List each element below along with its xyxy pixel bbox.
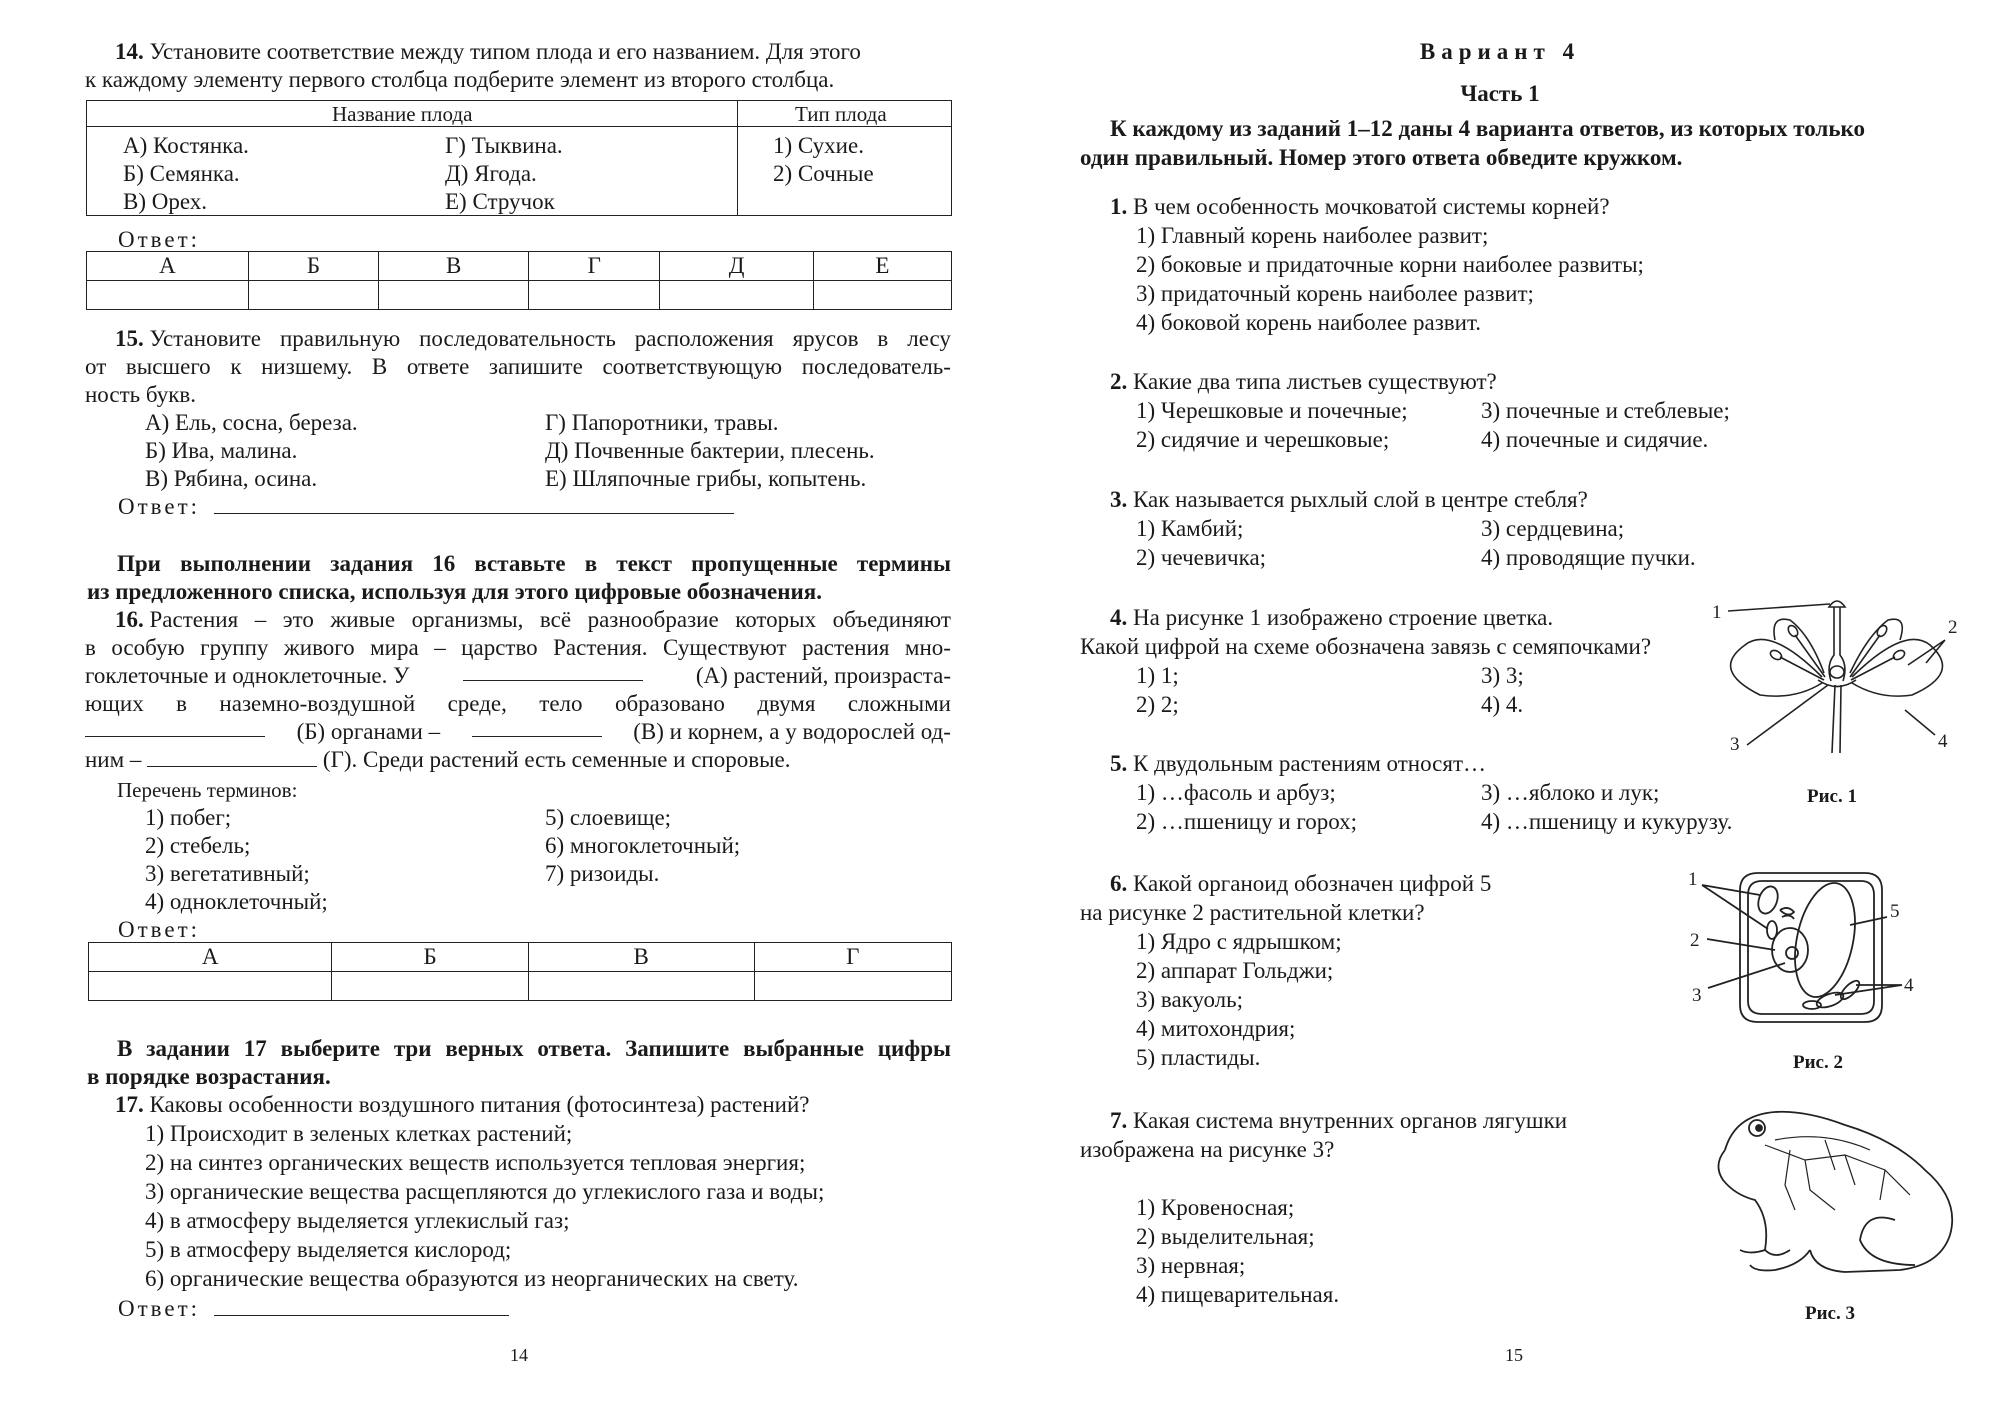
q15-answer-label: Ответ:: [118, 494, 201, 519]
instructions-line2: один правильный. Номер этого ответа обведите кружком.: [1080, 145, 1683, 170]
word: особую: [111, 635, 185, 660]
q15-line1: [115, 325, 951, 353]
q1-text: В чем особенность мочковатой системы корней?: [1133, 194, 1610, 219]
word: Растения.: [553, 635, 648, 660]
word: Растения: [149, 607, 239, 632]
answer-cell[interactable]: [528, 972, 754, 1001]
word: цифры: [877, 1036, 951, 1061]
word: среде,: [447, 691, 507, 716]
answer-header: Б: [332, 943, 528, 972]
q6-option[interactable]: 4) митохондрия;: [1136, 1016, 1296, 1041]
q3-option[interactable]: 4) проводящие пучки.: [1481, 545, 1696, 570]
word: запишите: [488, 354, 583, 379]
q3-option[interactable]: 1) Камбий;: [1136, 516, 1244, 541]
q7-number: 7.: [1110, 1108, 1128, 1133]
flower-stem: [1832, 685, 1841, 753]
q17-option: 6) органические вещества образуются из неорганических на свету.: [145, 1266, 799, 1291]
word: Существуют: [663, 635, 787, 660]
answer-cell[interactable]: [813, 281, 951, 310]
term-item: 3) вегетативный;: [145, 861, 310, 886]
word: в: [85, 635, 96, 660]
word: 16: [432, 551, 456, 576]
term-item: 2) стебель;: [145, 833, 251, 858]
q16-blank-v[interactable]: [472, 718, 602, 737]
q16-answer-label: Ответ:: [118, 917, 201, 942]
q2-number: 2.: [1110, 369, 1128, 394]
q4-text: На рисунке 1 изображено строение цветка.: [1133, 605, 1554, 630]
q16-terms-title: Перечень терминов:: [117, 778, 298, 802]
q6-question-line2: на рисунке 2 растительной клетки?: [1080, 900, 1425, 925]
word: –: [434, 635, 446, 660]
word: последовательность: [419, 326, 616, 351]
q5-text: К двудольным растениям относят…: [1133, 751, 1486, 776]
q16-line4: [85, 690, 951, 718]
fig1-caption: Рис. 1: [1807, 786, 1857, 807]
word: лесу: [907, 326, 951, 351]
page-number: 15: [1505, 1345, 1523, 1365]
word: к: [230, 354, 242, 379]
word: три: [393, 1036, 432, 1061]
word: живого: [283, 635, 355, 660]
q16-text: ним –: [85, 747, 142, 772]
q4-number: 4.: [1110, 605, 1128, 630]
page-number: 14: [510, 1345, 528, 1365]
fig3-caption: Рис. 3: [1805, 1303, 1855, 1324]
q16-text: (Б) органами –: [296, 719, 441, 744]
q15-number: 15.: [115, 326, 144, 351]
q2-option[interactable]: 4) почечные и сидячие.: [1481, 427, 1709, 452]
fig2-caption: Рис. 2: [1793, 1052, 1843, 1073]
answer-header: А: [87, 252, 249, 281]
q16-blank-g[interactable]: [147, 748, 317, 767]
answer-header: А: [89, 943, 332, 972]
q17-option: 2) на синтез органических веществ используется тепловая энергия;: [145, 1150, 806, 1175]
q2-option[interactable]: 1) Черешковые и почечные;: [1136, 398, 1408, 423]
q16-blank-b[interactable]: [85, 718, 265, 737]
q16-text: гоклеточные и одноклеточные. У: [85, 663, 410, 688]
q1-option[interactable]: 4) боковой корень наиболее развит.: [1136, 310, 1482, 335]
q16-answer-table: [88, 942, 952, 1001]
q15-answer: [118, 493, 734, 521]
word: в: [584, 551, 598, 576]
answer-header: Д: [660, 252, 813, 281]
q6-option[interactable]: 1) Ядро с ядрышком;: [1136, 929, 1342, 954]
q16-line5: [85, 718, 951, 746]
q16-line2: [85, 634, 951, 662]
answer-cell[interactable]: [529, 281, 660, 310]
q15-line2: [85, 353, 951, 381]
instr17-line2: в порядке возрастания.: [87, 1064, 331, 1089]
q15-answer-field[interactable]: [214, 495, 734, 514]
q6-option[interactable]: 5) пластиды.: [1136, 1045, 1261, 1070]
table-divider: [737, 101, 738, 215]
word: 17: [243, 1036, 267, 1061]
q7-question-line2: изображена на рисунке 3?: [1080, 1137, 1335, 1162]
term-item: 1) побег;: [145, 805, 232, 830]
word: образовано: [614, 691, 725, 716]
q16-text: (А) растений, произраста-: [695, 663, 951, 688]
q15-option: Б) Ива, малина.: [145, 438, 298, 463]
word: двумя: [757, 691, 816, 716]
word: В: [371, 354, 388, 379]
q17-number: 17.: [115, 1092, 144, 1117]
q17-answer-field[interactable]: [214, 1297, 509, 1316]
q17-text: Каковы особенности воздушного питания (фотосинтеза) растений?: [149, 1092, 810, 1117]
q14-answer-label: Ответ:: [118, 227, 201, 252]
answer-cell[interactable]: [87, 281, 249, 310]
word: низшему.: [261, 354, 353, 379]
q5-option[interactable]: 3) …яблоко и лук;: [1481, 780, 1660, 805]
cell-label: 3: [1692, 985, 1702, 1006]
word: термины: [856, 551, 951, 576]
answer-header: В: [379, 252, 529, 281]
q5-option[interactable]: 4) …пшеницу и кукурузу.: [1481, 809, 1733, 834]
header-fruit-name: Название плода: [332, 102, 473, 126]
q3-question: [1110, 486, 1588, 514]
answer-header: Г: [529, 252, 660, 281]
flower-label: 2: [1948, 617, 1958, 638]
right-page: [1000, 0, 2000, 1418]
word: сложными: [847, 691, 951, 716]
answer-cell[interactable]: [660, 281, 813, 310]
q14-number: 14.: [115, 39, 144, 64]
q17-question: [115, 1091, 809, 1119]
word: тело: [539, 691, 583, 716]
word: пропущенные: [691, 551, 838, 576]
q14-answer-table: [86, 251, 952, 310]
q14-line1: [115, 38, 861, 66]
term-item: 5) слоевище;: [545, 805, 672, 830]
word: ответе: [406, 354, 470, 379]
word: выполнении: [180, 551, 312, 576]
flower-figure: [1700, 585, 1970, 755]
q2-text: Какие два типа листьев существуют?: [1133, 369, 1497, 394]
q4-option[interactable]: 3) 3;: [1481, 663, 1524, 688]
q17-option: 1) Происходит в зеленых клетках растений;: [145, 1121, 573, 1146]
q7-option[interactable]: 3) нервная;: [1136, 1253, 1246, 1278]
cell-label: 4: [1904, 975, 1914, 996]
q17-answer: [118, 1295, 509, 1323]
term-item: 6) многоклеточный;: [545, 833, 741, 858]
flower-label: 3: [1730, 734, 1740, 755]
flower-label: 1: [1712, 602, 1722, 623]
q14-text-1: Установите соответствие между типом плода и его названием. Для этого: [149, 39, 861, 64]
q14-line2: к каждому элементу первого столбца подберите элемент из второго столбца.: [85, 67, 835, 92]
q7-option[interactable]: 2) выделительная;: [1136, 1224, 1315, 1249]
q16-line1: [115, 606, 951, 634]
q1-question: [1110, 193, 1610, 221]
q16-text: (В) и корнем, а у водорослей од-: [633, 719, 951, 744]
q6-text: Какой органоид обозначен цифрой 5: [1133, 871, 1492, 896]
q5-question: [1110, 750, 1486, 778]
cell-label: 2: [1690, 930, 1700, 951]
q15-option: Д) Почвенные бактерии, плесень.: [545, 438, 875, 463]
fruit-table: [86, 100, 952, 216]
word: ответа.: [537, 1036, 612, 1061]
q4-option[interactable]: 4) 4.: [1481, 692, 1524, 717]
word: ющих: [85, 691, 144, 716]
instr17-line1: [117, 1035, 951, 1063]
plant-cell-figure: [1680, 855, 1920, 1030]
word: ярусов: [792, 326, 859, 351]
word: от: [85, 354, 107, 379]
instr16-line1: [117, 550, 951, 578]
q16-line6: [85, 746, 791, 774]
q1-number: 1.: [1110, 194, 1128, 219]
word: всё: [539, 607, 572, 632]
q5-number: 5.: [1110, 751, 1128, 776]
word: Установите: [149, 326, 262, 351]
q7-question: [1110, 1107, 1567, 1135]
q5-option[interactable]: 1) …фасоль и арбуз;: [1136, 780, 1336, 805]
q16-number: 16.: [115, 607, 144, 632]
word: последователь-: [801, 354, 951, 379]
q4-option[interactable]: 2) 2;: [1136, 692, 1179, 717]
q3-number: 3.: [1110, 487, 1128, 512]
word: организмы,: [411, 607, 524, 632]
word: В: [117, 1036, 133, 1061]
word: расположения: [634, 326, 774, 351]
cell-label: 5: [1890, 901, 1900, 922]
q17-option: 5) в атмосферу выделяется кислород;: [145, 1237, 512, 1262]
q5-option[interactable]: 2) …пшеницу и горох;: [1136, 809, 1358, 834]
q17-answer-label: Ответ:: [118, 1296, 201, 1321]
q6-number: 6.: [1110, 871, 1128, 896]
fruit-item: Г) Тыквина.: [445, 133, 563, 158]
answer-header: В: [528, 943, 754, 972]
fruit-item: Е) Стручок: [445, 189, 555, 214]
word: группу: [200, 635, 269, 660]
q17-option: 4) в атмосферу выделяется углекислый газ;: [145, 1208, 570, 1233]
q4-question: [1110, 604, 1553, 632]
q3-option[interactable]: 3) сердцевина;: [1481, 516, 1625, 541]
q15-option: В) Рябина, осина.: [145, 466, 318, 491]
q16-text: (Г). Среди растений есть семенные и споровые.: [322, 747, 791, 772]
word: задании: [146, 1036, 230, 1061]
word: верных: [445, 1036, 524, 1061]
q1-option[interactable]: 3) придаточный корень наиболее развит;: [1136, 281, 1534, 306]
word: объединяют: [832, 607, 951, 632]
term-item: 4) одноклеточный;: [145, 889, 328, 914]
q16-line3: [85, 662, 951, 690]
q7-option[interactable]: 1) Кровеносная;: [1136, 1195, 1295, 1220]
q16-blank-a[interactable]: [463, 662, 643, 681]
fruit-item: А) Костянка.: [123, 133, 249, 158]
q2-option[interactable]: 2) сидячие и черешковые;: [1136, 427, 1390, 452]
q4-question-line2: Какой цифрой на схеме обозначена завязь с семяпочками?: [1080, 634, 1652, 659]
word: выберите: [280, 1036, 380, 1061]
word: мира: [370, 635, 419, 660]
word: текст: [616, 551, 672, 576]
word: При: [117, 551, 161, 576]
answer-cell[interactable]: [89, 972, 332, 1001]
word: соответствующую: [602, 354, 783, 379]
word: наземно-воздушной: [219, 691, 416, 716]
q3-text: Как называется рыхлый слой в центре стебля?: [1133, 487, 1588, 512]
word: Запишите: [625, 1036, 730, 1061]
q15-option: А) Ель, сосна, береза.: [145, 410, 358, 435]
term-item: 7) ризоиды.: [545, 861, 660, 886]
word: –: [254, 607, 267, 632]
fruit-type: 2) Сочные: [773, 161, 874, 186]
word: правильную: [279, 326, 401, 351]
word: растения: [802, 635, 890, 660]
q6-option[interactable]: 3) вакуоль;: [1136, 987, 1244, 1012]
answer-cell[interactable]: [754, 972, 951, 1001]
answer-cell[interactable]: [379, 281, 529, 310]
q17-option: 3) органические вещества расщепляются до углекислого газа и воды;: [145, 1179, 825, 1204]
flower-label: 4: [1938, 731, 1948, 752]
word: царство: [461, 635, 538, 660]
q2-question: [1110, 368, 1497, 396]
q15-option: Г) Папоротники, травы.: [545, 410, 779, 435]
q6-option[interactable]: 2) аппарат Гольджи;: [1136, 958, 1334, 983]
q7-option[interactable]: 4) пищеварительная.: [1136, 1282, 1340, 1307]
word: мно-: [904, 635, 951, 660]
cell-label: 1: [1688, 869, 1698, 890]
q15-line3: ность букв.: [85, 382, 196, 407]
q3-option[interactable]: 2) чечевичка;: [1136, 545, 1267, 570]
word: в: [176, 691, 187, 716]
q1-option[interactable]: 2) боковые и придаточные корни наиболее развиты;: [1136, 252, 1644, 277]
part-title: Часть 1: [1460, 81, 1540, 106]
q1-option[interactable]: 1) Главный корень наиболее развит;: [1136, 223, 1489, 248]
instructions-line1: К каждому из заданий 1–12 даны 4 варианта ответов, из которых только: [1110, 116, 1865, 141]
word: живые: [330, 607, 396, 632]
answer-header: Е: [813, 252, 951, 281]
instr16-line2: из предложенного списка, используя для этого цифровые обозначения.: [87, 579, 822, 604]
q6-question: [1110, 870, 1491, 898]
answer-cell[interactable]: [248, 281, 378, 310]
answer-header: Б: [248, 252, 378, 281]
fruit-type: 1) Сухие.: [773, 133, 864, 158]
q2-option[interactable]: 3) почечные и стеблевые;: [1481, 398, 1730, 423]
word: разнообразие: [587, 607, 719, 632]
q4-option[interactable]: 1) 1;: [1136, 663, 1179, 688]
word: которых: [735, 607, 817, 632]
word: выбранные: [743, 1036, 864, 1061]
word: в: [877, 326, 889, 351]
frog-figure: [1695, 1100, 1975, 1290]
variant-title: Вариант 4: [1419, 39, 1581, 64]
answer-cell[interactable]: [332, 972, 528, 1001]
fruit-item: Д) Ягода.: [445, 161, 537, 186]
fruit-item: Б) Семянка.: [123, 161, 240, 186]
fruit-item: В) Орех.: [123, 189, 208, 214]
header-fruit-type: Тип плода: [795, 102, 887, 126]
q7-text: Какая система внутренних органов лягушки: [1133, 1108, 1568, 1133]
answer-header: Г: [754, 943, 951, 972]
word: задания: [330, 551, 414, 576]
q15-option: Е) Шляпочные грибы, копытень.: [545, 466, 867, 491]
word: вставьте: [474, 551, 566, 576]
word: это: [282, 607, 314, 632]
word: высшего: [125, 354, 211, 379]
